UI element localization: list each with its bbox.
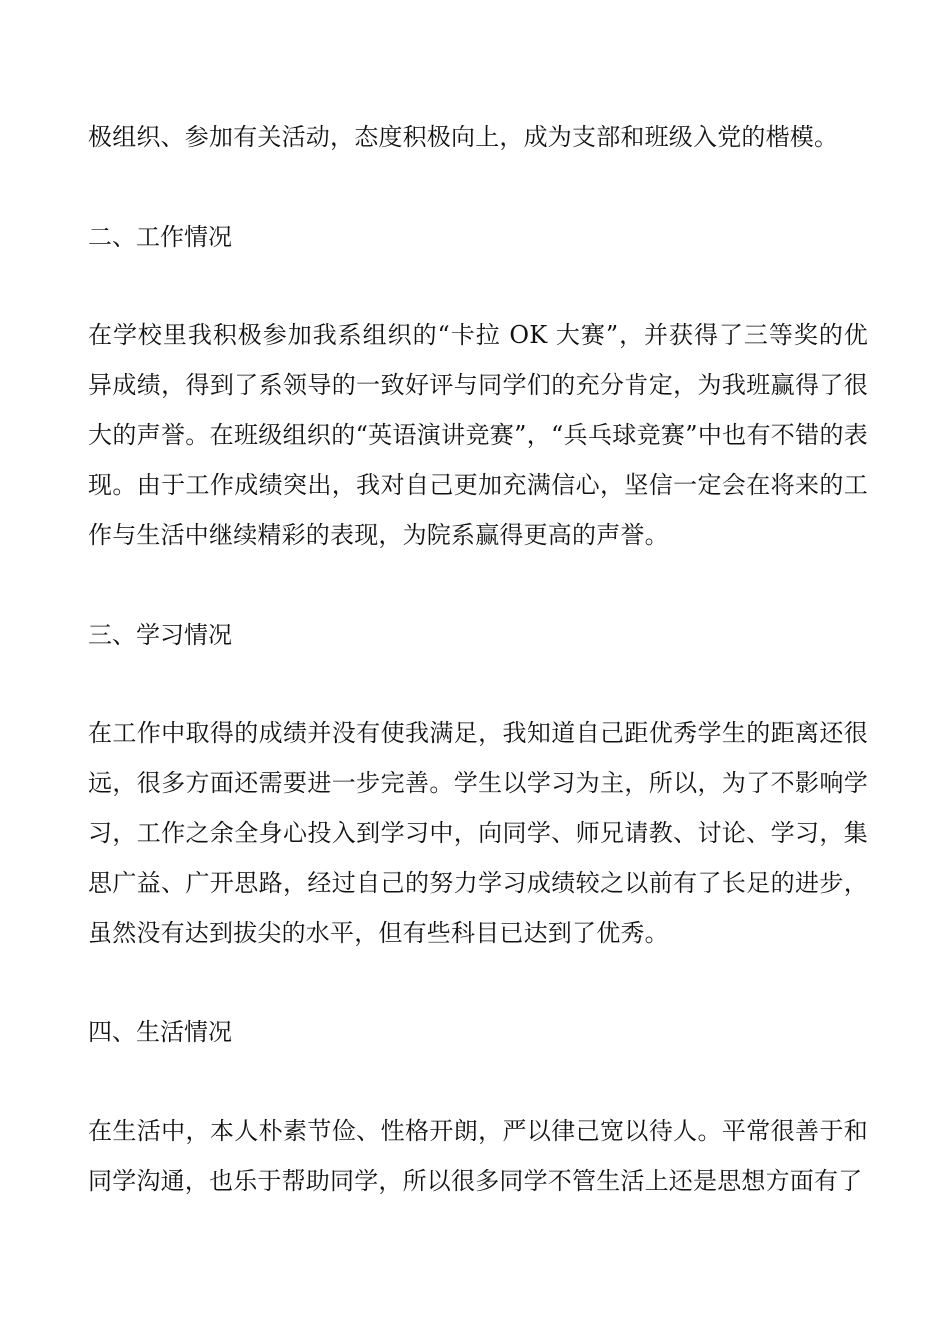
- section-heading-study: 三、学习情况: [88, 621, 232, 649]
- paragraph-work: 在学校里我积极参加我系组织的“卡拉 OK 大赛”，并获得了三等奖的优异成绩，得到了系领导的一致好评与同学们的充分肯定，为我班赢得了很大的声誉。在班级组织的“英语演讲竞赛”，“兵乓球竞赛”中也有不错的表现。由于工作成绩突出，我对自己更加充满信心，坚信一定会在将来的工作与生活中继续精彩的表现，为院系赢得更高的声誉。: [88, 321, 868, 549]
- section-heading-life: 四、生活情况: [88, 1018, 232, 1046]
- paragraph-intro-tail: 极组织、参加有关活动，态度积极向上，成为支部和班级入党的楷模。: [88, 123, 839, 151]
- paragraph-study: 在工作中取得的成绩并没有使我满足，我知道自己距优秀学生的距离还很远，很多方面还需要进一步完善。学生以学习为主，所以，为了不影响学习，工作之余全身心投入到学习中，向同学、师兄请教、讨论、学习，集思广益、广开思路，经过自己的努力学习成绩较之以前有了长足的进步，虽然没有达到拔尖的水平，但有些科目已达到了优秀。: [88, 719, 868, 947]
- section-heading-work: 二、工作情况: [88, 223, 232, 251]
- paragraph-life: 在生活中，本人朴素节俭、性格开朗，严以律己宽以待人。平常很善于和同学沟通，也乐于帮助同学，所以很多同学不管生活上还是思想方面有了: [88, 1117, 868, 1195]
